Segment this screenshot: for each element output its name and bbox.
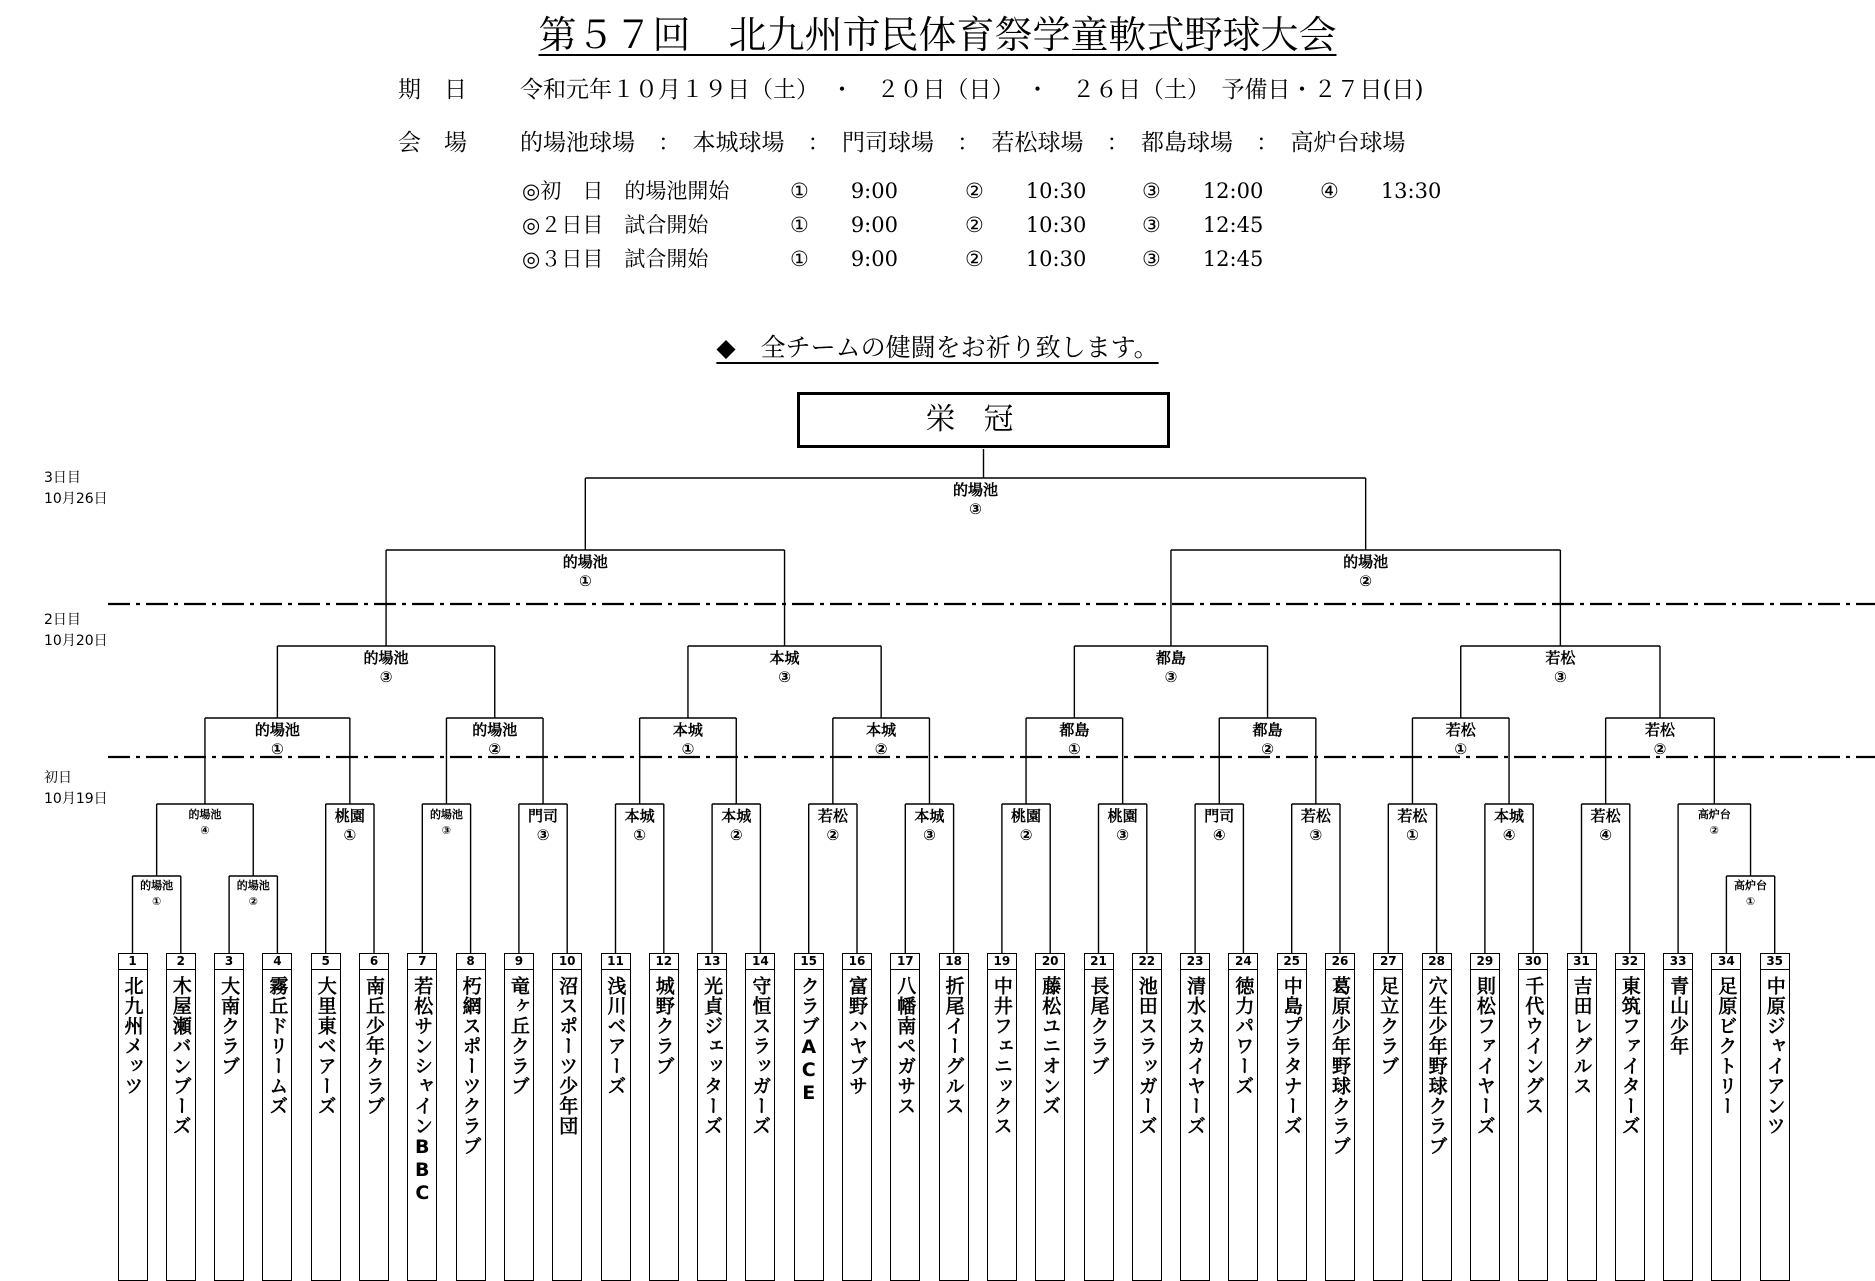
team-number: 32 — [1616, 954, 1644, 970]
pre-game-2-game: ② — [248, 895, 258, 908]
team-box — [697, 953, 727, 1281]
r1-game-13-venue: 若松 — [1397, 807, 1428, 825]
schedule-day3-time3: ③ 12:45 — [1142, 247, 1264, 271]
r2-game-7 — [1446, 721, 1476, 759]
team-box — [1615, 953, 1645, 1281]
team-box — [1760, 953, 1790, 1281]
r1-game-11 — [1204, 807, 1234, 845]
semi-game-1-venue: 的場池 — [562, 553, 608, 571]
r1-game-16-game: ② — [1709, 824, 1719, 837]
team-number: 4 — [263, 954, 291, 970]
team-number: 7 — [408, 954, 436, 970]
team-name: 大里東ベアーズ — [314, 976, 337, 1116]
team-number: 11 — [602, 954, 630, 970]
team-number: 16 — [843, 954, 871, 970]
team-box — [1132, 953, 1162, 1281]
team-name: 八幡南ペガサス — [894, 976, 917, 1116]
team-number: 31 — [1568, 954, 1596, 970]
schedule-day3-time1: ① 9:00 — [790, 247, 898, 271]
r1-game-9 — [1011, 807, 1041, 845]
schedule-day3-label: ◎３日目 試合開始 — [522, 247, 709, 271]
team-number: 17 — [891, 954, 919, 970]
team-number: 33 — [1664, 954, 1692, 970]
team-name: 池田スラッガーズ — [1135, 976, 1158, 1136]
team-number: 26 — [1326, 954, 1354, 970]
r1-game-3 — [430, 807, 463, 839]
r1-game-15 — [1591, 807, 1621, 845]
team-name: 中原ジャイアンツ — [1763, 976, 1786, 1136]
r1-game-1-game: ④ — [200, 824, 210, 837]
r2-game-2-game: ② — [488, 740, 502, 758]
r2-game-6-game: ② — [1261, 740, 1274, 758]
r1-game-13-game: ① — [1406, 826, 1419, 844]
team-name: 清水スカイヤーズ — [1184, 976, 1207, 1136]
pre-game-1-game: ① — [151, 895, 162, 908]
r1-game-8-venue: 本城 — [914, 807, 945, 825]
team-number: 35 — [1761, 954, 1789, 970]
r2-game-8-venue: 若松 — [1644, 721, 1675, 739]
team-name: 足原ビクトリー — [1715, 976, 1738, 1116]
pre-game-1 — [140, 878, 173, 910]
r2-game-1-game: ① — [271, 740, 284, 758]
team-name: 則松ファイヤーズ — [1473, 976, 1496, 1136]
team-box — [1035, 953, 1065, 1281]
team-box — [552, 953, 582, 1281]
team-name: 折尾イーグルス — [942, 976, 965, 1116]
r3-game-4 — [1545, 649, 1575, 687]
team-name: 青山少年 — [1667, 976, 1690, 1056]
team-box — [601, 953, 631, 1281]
r1-game-2-venue: 桃園 — [334, 807, 365, 825]
r1-game-1-venue: 的場池 — [188, 808, 222, 821]
team-box — [1228, 953, 1258, 1281]
r1-game-12 — [1301, 807, 1331, 845]
team-box — [842, 953, 872, 1281]
venues-value: 的場池球場 ： 本城球場 ： 門司球場 ： 若松球場 ： 都島球場 ： 高炉台球場 — [520, 130, 1406, 156]
team-name: 富野ハヤブサ — [846, 976, 868, 1096]
day-label-1-day: 初日 — [44, 770, 72, 786]
r2-game-5 — [1059, 721, 1089, 759]
team-number: 12 — [650, 954, 678, 970]
team-name: 大南クラブ — [218, 976, 241, 1076]
semi-game-2-game: ② — [1359, 572, 1373, 590]
team-number: 3 — [215, 954, 243, 970]
team-box — [1567, 953, 1597, 1281]
pre-game-2-venue: 的場池 — [236, 879, 270, 892]
r2-game-4-venue: 本城 — [866, 721, 897, 739]
team-name: 藤松ユニオンズ — [1039, 976, 1062, 1116]
team-box — [1277, 953, 1307, 1281]
team-name: 沼スポーツ少年団 — [556, 976, 579, 1136]
r1-game-16 — [1698, 807, 1731, 839]
team-number: 30 — [1519, 954, 1547, 970]
r2-game-3-venue: 本城 — [672, 721, 703, 739]
pre-game-3-venue: 高炉台 — [1734, 879, 1768, 892]
team-name: 霧丘ドリームズ — [266, 976, 289, 1116]
team-box — [1470, 953, 1500, 1281]
r1-game-12-game: ③ — [1309, 826, 1323, 844]
venues-label: 会 場 — [398, 130, 467, 156]
team-box — [1325, 953, 1355, 1281]
r1-game-14 — [1494, 807, 1524, 845]
team-name: 光貞ジェッターズ — [701, 976, 724, 1136]
team-box — [890, 953, 920, 1281]
r3-game-3-game: ③ — [1164, 668, 1178, 686]
pre-game-3-game: ① — [1745, 895, 1756, 908]
r1-game-6-game: ② — [729, 826, 743, 844]
r3-game-2-venue: 本城 — [769, 649, 800, 667]
team-number: 24 — [1229, 954, 1257, 970]
team-name: 徳力パワーズ — [1232, 976, 1255, 1096]
r2-game-8-game: ② — [1653, 740, 1667, 758]
team-box — [794, 953, 824, 1281]
team-box — [1422, 953, 1452, 1281]
team-number: 15 — [795, 954, 823, 970]
r1-game-15-venue: 若松 — [1590, 807, 1621, 825]
team-name: 若松サンシャインBBC — [411, 976, 434, 1205]
team-name: 千代ウイングス — [1522, 976, 1545, 1116]
r3-game-4-game: ③ — [1554, 668, 1567, 686]
r1-game-8-game: ③ — [923, 826, 936, 844]
team-number: 5 — [312, 954, 340, 970]
team-box — [1373, 953, 1403, 1281]
team-number: 2 — [167, 954, 195, 970]
r1-game-7 — [818, 807, 848, 845]
r1-game-3-venue: 的場池 — [429, 808, 463, 821]
team-name: 竜ヶ丘クラブ — [507, 976, 530, 1096]
team-number: 23 — [1181, 954, 1209, 970]
team-box — [1663, 953, 1693, 1281]
r3-game-4-venue: 若松 — [1545, 649, 1576, 667]
team-name: 長尾クラブ — [1087, 976, 1110, 1076]
r1-game-10-venue: 桃園 — [1107, 807, 1138, 825]
r1-game-9-game: ② — [1019, 826, 1033, 844]
r1-game-2 — [335, 807, 365, 845]
team-box — [262, 953, 292, 1281]
day-label-2-day: 2日目 — [44, 612, 81, 628]
schedule-day1-time4: ④ 13:30 — [1320, 179, 1442, 203]
r1-game-4-venue: 門司 — [528, 807, 559, 825]
team-name: 守恒スラッガーズ — [749, 976, 772, 1136]
team-box — [649, 953, 679, 1281]
r1-game-10 — [1108, 807, 1138, 845]
team-number: 19 — [988, 954, 1016, 970]
team-number: 9 — [505, 954, 533, 970]
schedule-day2-label: ◎２日目 試合開始 — [522, 213, 709, 237]
team-name: 中井フェニックス — [990, 976, 1013, 1136]
r2-game-8 — [1645, 721, 1675, 759]
team-name: クラブACE — [797, 976, 820, 1105]
day-label-1-date: 10月19日 — [44, 791, 108, 807]
team-number: 28 — [1423, 954, 1451, 970]
r1-game-10-game: ③ — [1116, 826, 1129, 844]
team-number: 29 — [1471, 954, 1499, 970]
r3-game-3 — [1156, 649, 1186, 687]
r3-game-2-game: ③ — [778, 668, 791, 686]
r1-game-7-game: ② — [826, 826, 840, 844]
team-name: 東筑ファイターズ — [1618, 976, 1641, 1136]
team-name: 城野クラブ — [652, 976, 675, 1076]
r3-game-1 — [364, 649, 409, 687]
team-box — [1180, 953, 1210, 1281]
team-number: 8 — [457, 954, 485, 970]
r1-game-12-venue: 若松 — [1300, 807, 1331, 825]
semi-game-2 — [1343, 553, 1388, 591]
team-number: 14 — [746, 954, 774, 970]
r1-game-5 — [625, 807, 655, 845]
day-label-3-day: 3日目 — [44, 470, 81, 486]
final-game-game: ③ — [969, 500, 982, 518]
team-box — [407, 953, 437, 1281]
team-box — [504, 953, 534, 1281]
team-name: 木屋瀬バンブーズ — [169, 976, 192, 1136]
r1-game-5-game: ① — [633, 826, 646, 844]
team-name: 穴生少年野球クラブ — [1425, 976, 1448, 1156]
r2-game-4 — [866, 721, 896, 759]
team-box — [745, 953, 775, 1281]
r1-game-11-game: ④ — [1212, 826, 1226, 844]
semi-game-1-game: ① — [578, 572, 592, 590]
r2-game-7-venue: 若松 — [1445, 721, 1476, 739]
champion-box: 栄冠 — [797, 392, 1170, 448]
semi-game-2-venue: 的場池 — [1343, 553, 1389, 571]
r1-game-13 — [1397, 807, 1427, 845]
r2-game-1-venue: 的場池 — [254, 721, 300, 739]
team-number: 1 — [119, 954, 147, 970]
team-box — [1518, 953, 1548, 1281]
team-box — [118, 953, 148, 1281]
pre-game-3 — [1734, 878, 1767, 910]
day-label-3-date: 10月26日 — [44, 491, 108, 507]
r1-game-11-venue: 門司 — [1204, 807, 1235, 825]
r1-game-2-game: ① — [343, 826, 357, 844]
r2-game-6 — [1253, 721, 1283, 759]
team-box — [1711, 953, 1741, 1281]
greeting-message: ◆ 全チームの健闘をお祈り致します。 — [716, 333, 1159, 362]
team-name: 葛原少年野球クラブ — [1329, 976, 1351, 1156]
team-box — [939, 953, 969, 1281]
team-name: 朽網スポーツクラブ — [459, 976, 482, 1156]
team-number: 10 — [553, 954, 581, 970]
team-box — [1084, 953, 1114, 1281]
team-name: 吉田レグルス — [1570, 976, 1593, 1096]
team-name: 南丘少年クラブ — [363, 976, 385, 1116]
schedule-day1-time1: ① 9:00 — [790, 179, 898, 203]
r2-game-6-venue: 都島 — [1252, 721, 1283, 739]
r1-game-4-game: ③ — [536, 826, 550, 844]
team-name: 足立クラブ — [1377, 976, 1400, 1076]
schedule-day1-time2: ② 10:30 — [965, 179, 1087, 203]
r2-game-5-game: ① — [1067, 740, 1081, 758]
r2-game-5-venue: 都島 — [1059, 721, 1090, 739]
pre-game-1-venue: 的場池 — [140, 879, 174, 892]
r1-game-6-venue: 本城 — [721, 807, 752, 825]
team-number: 25 — [1278, 954, 1306, 970]
r3-game-2 — [770, 649, 800, 687]
r1-game-3-game: ③ — [441, 824, 452, 837]
team-name: 浅川ベアーズ — [604, 976, 627, 1096]
team-number: 6 — [360, 954, 388, 970]
r2-game-4-game: ② — [874, 740, 888, 758]
team-box — [214, 953, 244, 1281]
r1-game-7-venue: 若松 — [817, 807, 848, 825]
r2-game-2-venue: 的場池 — [472, 721, 518, 739]
r1-game-14-venue: 本城 — [1494, 807, 1525, 825]
schedule-day2-time2: ② 10:30 — [965, 213, 1087, 237]
team-box — [456, 953, 486, 1281]
pre-game-2 — [237, 878, 270, 910]
page-title: 第５７回 北九州市民体育祭学童軟式野球大会 — [538, 13, 1337, 57]
team-name: 北九州メッツ — [121, 976, 144, 1096]
schedule-day1-time3: ③ 12:00 — [1142, 179, 1264, 203]
r1-game-16-venue: 高炉台 — [1697, 808, 1731, 821]
r1-game-8 — [914, 807, 944, 845]
schedule-day3-time2: ② 10:30 — [965, 247, 1087, 271]
r3-game-1-venue: 的場池 — [363, 649, 409, 667]
r2-game-1 — [255, 721, 300, 759]
final-game — [953, 481, 998, 519]
team-box — [166, 953, 196, 1281]
r1-game-14-game: ④ — [1502, 826, 1516, 844]
day-label-2-date: 10月20日 — [44, 633, 108, 649]
team-number: 22 — [1133, 954, 1161, 970]
team-number: 20 — [1036, 954, 1064, 970]
r3-game-1-game: ③ — [379, 668, 393, 686]
schedule-day2-time3: ③ 12:45 — [1142, 213, 1264, 237]
dates-value: 令和元年１０月１９日（土） ・ ２０日（日） ・ ２６日（土） 予備日・２７日(日) — [520, 77, 1424, 103]
semi-game-1 — [563, 553, 608, 591]
r1-game-4 — [528, 807, 558, 845]
team-number: 21 — [1085, 954, 1113, 970]
team-box — [311, 953, 341, 1281]
final-game-venue: 的場池 — [952, 481, 998, 499]
schedule-day2-time1: ① 9:00 — [790, 213, 898, 237]
r2-game-7-game: ① — [1454, 740, 1468, 758]
r1-game-1 — [188, 807, 221, 839]
r1-game-15-game: ④ — [1599, 826, 1612, 844]
team-name: 中島プラタナーズ — [1280, 976, 1303, 1136]
r1-game-9-venue: 桃園 — [1011, 807, 1042, 825]
team-number: 34 — [1712, 954, 1740, 970]
r2-game-2 — [472, 721, 517, 759]
dates-label: 期 日 — [398, 77, 467, 103]
team-box — [359, 953, 389, 1281]
team-number: 18 — [940, 954, 968, 970]
schedule-day1-label: ◎初 日 的場池開始 — [522, 179, 730, 203]
team-box — [987, 953, 1017, 1281]
team-number: 27 — [1374, 954, 1402, 970]
r1-game-5-venue: 本城 — [624, 807, 655, 825]
r2-game-3-game: ① — [681, 740, 695, 758]
team-number: 13 — [698, 954, 726, 970]
r1-game-6 — [721, 807, 751, 845]
r2-game-3 — [673, 721, 703, 759]
r3-game-3-venue: 都島 — [1155, 649, 1186, 667]
